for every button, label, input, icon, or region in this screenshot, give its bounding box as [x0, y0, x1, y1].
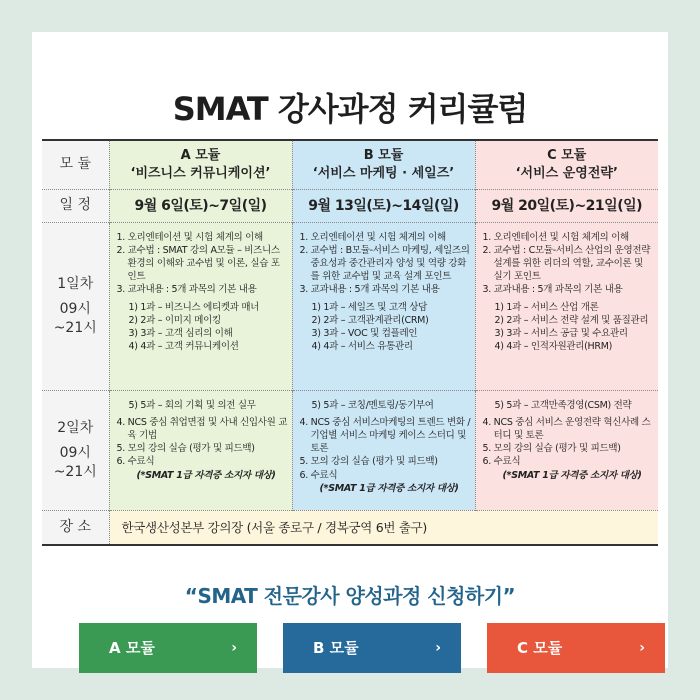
module-a-day1 — [109, 222, 292, 390]
module-a-apply-button[interactable] — [79, 623, 257, 673]
curriculum-card — [32, 32, 668, 668]
module-b-subtitle: ‘서비스 마케팅 · 세일즈’ — [312, 166, 455, 181]
chevron-right-icon: › — [231, 640, 237, 656]
list-item: 4) 4과 – 서비스 유통관리 — [311, 341, 413, 353]
list-item: 1) 1과 – 서비스 산업 개론 — [494, 301, 599, 313]
module-a-subtitle: ‘비즈니스 커뮤니케이션’ — [130, 166, 271, 181]
certificate-note: (*SMAT 1급 자격증 소지자 대상) — [319, 482, 459, 494]
list-item: 3. 교과내용 : 5개 과목의 기본 내용 — [299, 284, 440, 296]
list-item: 4. NCS 중심 서비스 운영전략 혁신사례 스터디 및 토론 — [482, 416, 651, 441]
list-item: 4) 4과 – 고객 커뮤니케이션 — [128, 341, 239, 353]
day2-label: 2일차 09시 ~21시 — [42, 390, 109, 510]
place-row — [42, 510, 658, 545]
list-item: 5) 5과 – 코칭/멘토링/동기부여 — [311, 399, 434, 411]
apply-heading: “SMAT 전문강사 양성과정 신청하기” — [184, 584, 516, 608]
list-item: 2. 교수법 : C모듈-서비스 산업의 운영전략 설계를 위한 리더의 역할, 교수이론 및 실기 포인트 — [482, 244, 651, 283]
module-b-day1 — [292, 222, 475, 390]
list-item: 5) 5과 – 고객만족경영(CSM) 전략 — [494, 399, 632, 411]
list-item: 2) 2과 – 이미지 메이킹 — [128, 314, 221, 326]
list-item: 6. 수료식 — [116, 456, 155, 468]
module-c-button-label: C 모듈 — [517, 639, 563, 657]
module-b-name: B 모듈 — [363, 148, 404, 163]
list-item: 1. 오리엔테이션 및 시험 체계의 이해 — [116, 231, 263, 243]
list-item: 5. 모의 강의 실습 (평가 및 피드백) — [482, 443, 621, 455]
module-a-header — [109, 140, 292, 189]
schedule-label: 일 정 — [42, 189, 109, 222]
chevron-right-icon: › — [435, 640, 441, 656]
list-item: 1) 1과 – 비즈니스 에티켓과 매너 — [128, 301, 260, 313]
module-c-subtitle: ‘서비스 운영전략’ — [515, 166, 618, 181]
list-item: 1) 1과 – 세일즈 및 고객 상담 — [311, 301, 428, 313]
module-c-name: C 모듈 — [547, 148, 587, 163]
module-b-header — [292, 140, 475, 189]
module-b-apply-button[interactable] — [283, 623, 461, 673]
list-item: 2. 교수법 : SMAT 강의 A모듈 – 비즈니스 환경의 이해와 교수법 및 이론, 실습 포인트 — [116, 244, 280, 283]
day1-label: 1일차 09시 ~21시 — [42, 222, 109, 390]
module-c-apply-button[interactable] — [487, 623, 665, 673]
module-a-button-label: A 모듈 — [109, 639, 155, 657]
list-item: 4. NCS 중심 서비스마케팅의 트렌드 변화 / 기업별 서비스 마케팅 케이스 스터디 및 토론 — [299, 416, 471, 455]
module-a-date: 9월 6일(토)~7일(일) — [109, 189, 292, 222]
list-item: 3) 3과 – 서비스 공급 및 수요관리 — [494, 327, 628, 339]
module-a-name: A 모듈 — [180, 148, 221, 163]
certificate-note: (*SMAT 1급 자격증 소지자 대상) — [502, 469, 642, 481]
list-item: 1. 오리엔테이션 및 시험 체계의 이해 — [299, 231, 446, 243]
list-item: 1. 오리엔테이션 및 시험 체계의 이해 — [482, 231, 629, 243]
list-item: 3. 교과내용 : 5개 과목의 기본 내용 — [482, 284, 623, 296]
list-item: 3) 3과 – 고객 심리의 이해 — [128, 327, 233, 339]
place-label: 장 소 — [42, 510, 109, 545]
module-b-date: 9월 13일(토)~14일(일) — [292, 189, 475, 222]
day2-row — [42, 390, 658, 510]
day1-row — [42, 222, 658, 390]
list-item: 5) 5과 – 회의 기획 및 의전 실무 — [128, 399, 256, 411]
list-item: 5. 모의 강의 실습 (평가 및 피드백) — [116, 443, 255, 455]
module-c-header — [475, 140, 658, 189]
list-item: 2) 2과 – 서비스 전략 설계 및 품질관리 — [494, 314, 649, 326]
schedule-row — [42, 189, 658, 222]
module-c-day1 — [475, 222, 658, 390]
list-item: 6. 수료식 — [482, 456, 521, 468]
list-item: 2) 2과 – 고객관계관리(CRM) — [311, 314, 429, 326]
place-value: 한국생산성본부 강의장 (서울 종로구 / 경복궁역 6번 출구) — [109, 510, 658, 545]
module-b-day2 — [292, 390, 475, 510]
list-item: 6. 수료식 — [299, 469, 338, 481]
list-item: 4) 4과 – 인적자원관리(HRM) — [494, 341, 612, 353]
list-item: 5. 모의 강의 실습 (평가 및 피드백) — [299, 456, 438, 468]
list-item: 3. 교과내용 : 5개 과목의 기본 내용 — [116, 284, 257, 296]
curriculum-table — [42, 139, 658, 546]
module-header-row — [42, 140, 658, 189]
list-item: 4. NCS 중심 취업면접 및 사내 신입사원 교육 기법 — [116, 416, 288, 441]
module-c-day2 — [475, 390, 658, 510]
list-item: 2. 교수법 : B모듈-서비스 마케팅, 세일즈의 중요성과 중간관리자 양성 및 역량 강화를 위한 교수법 및 교육 설계 포인트 — [299, 244, 470, 283]
page-title: SMAT 강사과정 커리큘럼 — [172, 90, 528, 128]
list-item: 3) 3과 – VOC 및 컴플레인 — [311, 327, 418, 339]
module-c-date: 9월 20일(토)~21일(일) — [475, 189, 658, 222]
certificate-note: (*SMAT 1급 자격증 소지자 대상) — [136, 469, 276, 481]
module-a-day2 — [109, 390, 292, 510]
module-label: 모 듈 — [42, 140, 109, 189]
module-b-button-label: B 모듈 — [313, 639, 359, 657]
chevron-right-icon: › — [639, 640, 645, 656]
